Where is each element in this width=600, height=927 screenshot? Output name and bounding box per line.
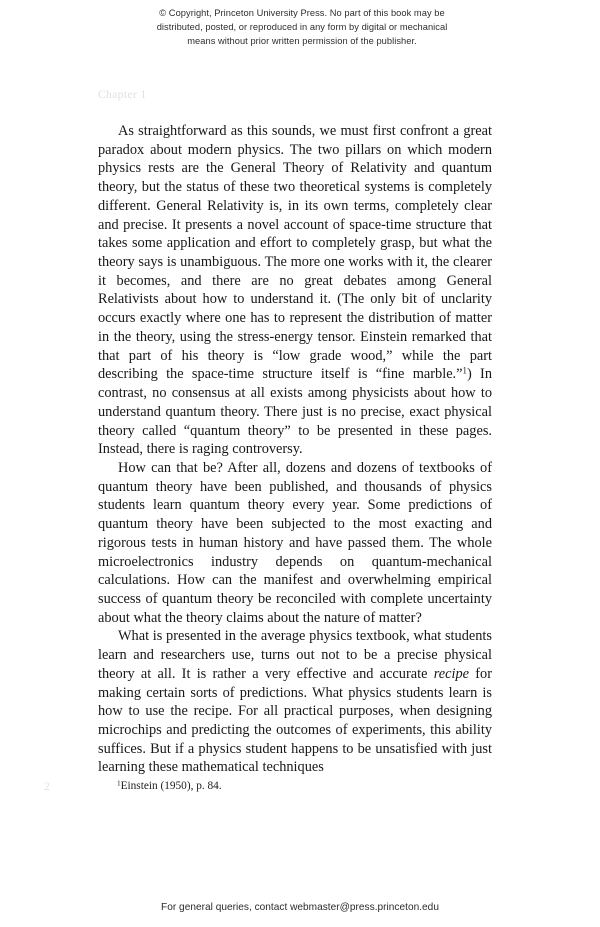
copyright-notice-line-1: © Copyright, Princeton University Press. No part of this book may be xyxy=(159,8,445,18)
copyright-notice xyxy=(112,6,492,49)
page-footer-queries: For general queries, contact webmaster@press.princeton.edu xyxy=(161,902,439,913)
paragraph-1-run-1: As straightforward as this sounds, we must first confront a great paradox about modern physics. The two pillars on which modern physics rests are the General Theory of Relativity and quantum theory, but the status of these two theoretical systems is completely different. General Relativity is, in its own terms, completely clear and precise. It presents a novel account of space-time structure that takes some application and effort to completely grasp, but what the theory says is unambiguous. The more one works with it, the clearer it becomes, and there are no great debates among General Relativists about how to understand it. (The only bit of unclarity occurs exactly where one has to represent the distribution of matter in the theory, using the stress-energy tensor. Einstein remarked that that part of his theory is “low grade wood,” while the part describing the space-time structure itself is “fine marble.” xyxy=(98,123,492,383)
paragraph-2-run-1: How can that be? After all, dozens and dozens of textbooks of quantum theory have been published, and thousands of physics students learn quantum theory every year. Some predictions of quantum theory have been subjected to the most exacting and rigorous tests in human history and have passed them. The whole microelectronics industry depends on quantum-mechanical calculations. How can the manifest and overwhelming empirical success of quantum theory be reconciled with complete uncertainty about what the theory claims about the nature of matter? xyxy=(98,459,492,626)
body-paragraph-1 xyxy=(98,122,492,459)
paragraph-3-run-3: for making certain sorts of predictions. What physics students learn is how to use the recipe. For all practical purposes, when designing microchips and predicting the outcomes of experiments, this ability suffices. But if a physics student happens to be unsatisfied with just learning these mathematical techniques xyxy=(98,665,492,776)
paragraph-3-run-1: What is presented in the average physics textbook, what students learn and researchers use, turns out not to be a precise physical theory at all. It is rather a very effective and accurate xyxy=(98,628,492,682)
footnote-marker: 1 xyxy=(117,779,121,788)
footnote-text: Einstein (1950), p. 84. xyxy=(120,780,222,792)
running-head-chapter: Chapter 1 xyxy=(98,89,147,101)
body-paragraph-3 xyxy=(98,627,492,777)
footnote-entry xyxy=(117,779,492,794)
page-number: 2 xyxy=(44,780,50,793)
paragraph-1-run-3: ) In contrast, no consensus at all exists among physicists about how to understand quantum theory. There just is no precise, exact physical theory called “quantum theory” to be presented in these pages. Instead, there is raging controversy. xyxy=(98,366,492,458)
body-text xyxy=(98,122,492,777)
paragraph-3-emphasis-recipe: recipe xyxy=(433,665,470,682)
footnote-reference-1[interactable]: 1 xyxy=(462,366,467,377)
copyright-notice-line-2: distributed, posted, or reproduced in any form by digital or mechanical xyxy=(156,22,448,33)
body-paragraph-2 xyxy=(98,459,492,627)
copyright-notice-line-3: means without prior written permission of the publisher. xyxy=(187,36,417,47)
